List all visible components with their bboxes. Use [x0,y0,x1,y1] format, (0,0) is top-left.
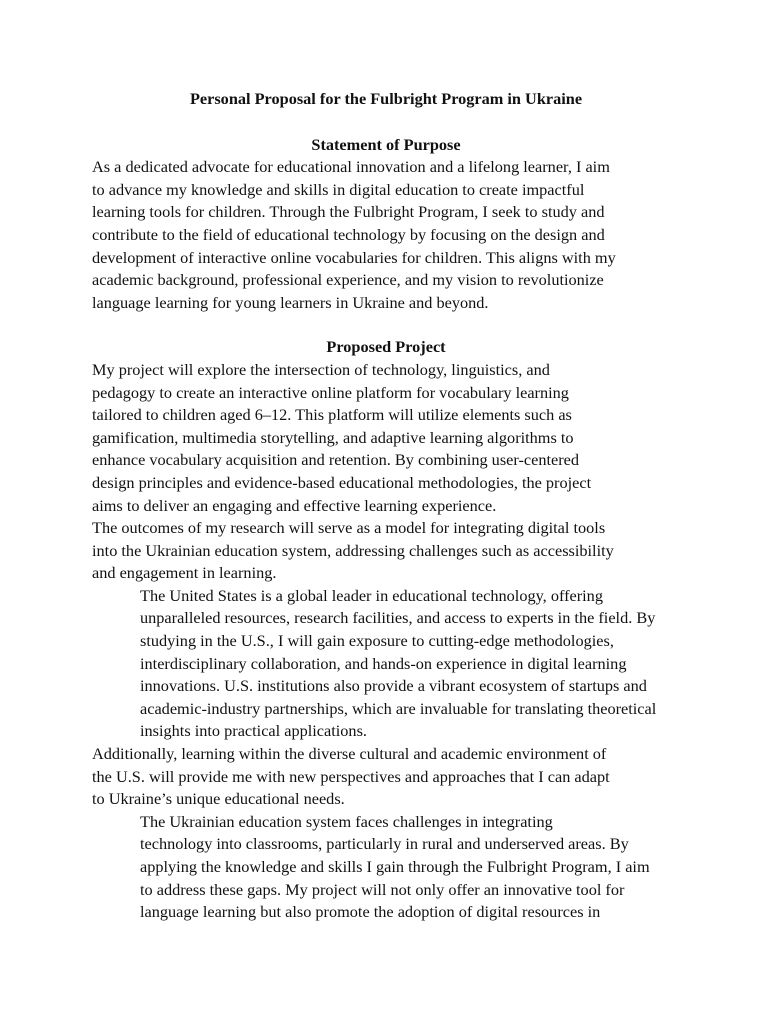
paragraph [92,811,680,924]
text-line: contribute to the field of educational technology by focusing on the design and [92,224,605,244]
text-line: into the Ukrainian education system, addressing challenges such as accessibility [92,540,614,560]
paragraph [92,359,680,517]
text-line: to advance my knowledge and skills in digital education to create impactful [92,179,585,199]
section-heading: Statement of Purpose [311,134,461,154]
text-line: The outcomes of my research will serve as a model for integrating digital tools [92,518,606,538]
text-line: design principles and evidence-based educational methodologies, the project [92,472,592,492]
paragraph [92,743,680,811]
section-statement-of-purpose [92,134,680,315]
text-line: to Ukraine’s unique educational needs. [92,789,345,809]
text-line: The Ukrainian education system faces challenges in integrating [140,811,553,831]
text-line: language learning but also promote the adoption of digital resources in [140,902,601,922]
text-line: enhance vocabulary acquisition and retention. By combining user-centered [92,450,580,470]
paragraph [92,585,680,743]
text-line: the U.S. will provide me with new perspectives and approaches that I can adapt [92,766,610,786]
text-line: learning tools for children. Through the Fulbright Program, I seek to study and [92,202,605,222]
text-line: innovations. U.S. institutions also provide a vibrant ecosystem of startups and [140,676,647,696]
text-line: My project will explore the intersection of technology, linguistics, and [92,359,550,379]
document-title: Personal Proposal for the Fulbright Program in Ukraine [189,89,583,108]
text-line: interdisciplinary collaboration, and hands-on experience in digital learning [140,653,627,673]
text-line: academic background, professional experience, and my vision to revolutionize [92,270,604,290]
text-line: academic-industry partnerships, which are invaluable for translating theoretical [140,698,657,718]
paragraph [92,156,680,314]
text-line: to address these gaps. My project will not only offer an innovative tool for [140,879,625,899]
section-heading: Proposed Project [326,337,446,357]
text-line: language learning for young learners in Ukraine and beyond. [92,292,489,312]
text-line: development of interactive online vocabularies for children. This aligns with my [92,247,616,267]
text-line: Additionally, learning within the diverse cultural and academic environment of [92,744,607,764]
text-line: unparalleled resources, research facilities, and access to experts in the field. By [140,608,656,628]
text-line: gamification, multimedia storytelling, and adaptive learning algorithms to [92,427,574,447]
section-proposed-project [92,336,680,923]
text-line: tailored to children aged 6–12. This platform will utilize elements such as [92,405,572,425]
text-line: technology into classrooms, particularly in rural and underserved areas. By [140,834,629,854]
text-line: As a dedicated advocate for educational innovation and a lifelong learner, I aim [92,157,610,177]
text-line: studying in the U.S., I will gain exposure to cutting-edge methodologies, [140,631,614,651]
text-line: applying the knowledge and skills I gain through the Fulbright Program, I aim [140,857,650,876]
paragraph [92,517,680,585]
document-body [92,88,680,924]
text-line: The United States is a global leader in educational technology, offering [140,585,603,605]
text-line: and engagement in learning. [92,563,277,583]
text-line: insights into practical applications. [140,721,367,741]
text-line: aims to deliver an engaging and effective learning experience. [92,495,497,515]
text-line: pedagogy to create an interactive online platform for vocabulary learning [92,382,569,402]
